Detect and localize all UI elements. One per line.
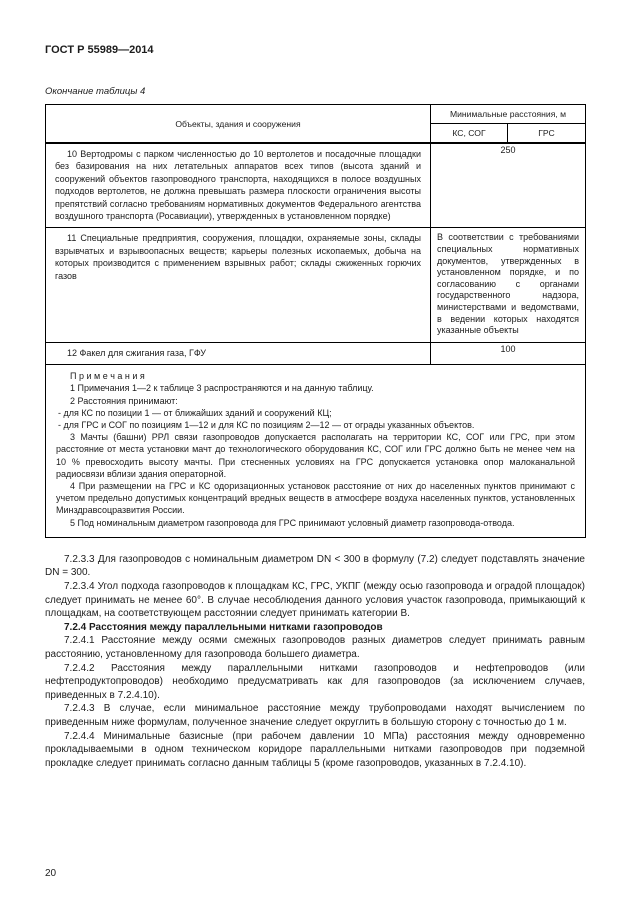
note-line: 2 Расстояния принимают: xyxy=(70,395,178,406)
paragraph-7234: 7.2.3.4 Угол подхода газопроводов к площадкам КС, ГРС, УКПГ (между осью газопровода и оградой площадок) следует принимать не менее 60°. В случае несоблюдения данного условия участок газопровода, примыкающий к площадкам, на соответствующем расстоянии следует принимать категории В. xyxy=(45,581,585,620)
table-header-objects: Объекты, здания и сооружения xyxy=(46,105,431,144)
table-row-10 xyxy=(46,143,586,228)
note-line: 1 Примечания 1—2 к таблице 3 распространяются и на данную таблицу. xyxy=(70,383,374,394)
table-subheader-grs: ГРС xyxy=(508,124,586,144)
value-cell: 250 xyxy=(431,143,586,228)
notes-title: П р и м е ч а н и я xyxy=(70,371,145,382)
table-notes-row xyxy=(46,365,586,538)
table-row-11 xyxy=(46,228,586,342)
note-line: - для ГРС и СОГ по позициям 1—12 и для КС по позициям 2—12 — от ограды указанных объектов. xyxy=(58,420,475,430)
paragraph-7243: 7.2.4.3 В случае, если минимальное расстояние между трубопроводами находят вычислением по приведенным ниже формулам, полученное значение следует округлить в большую сторону с точностью до 1 м. xyxy=(45,703,585,728)
notes-cell xyxy=(46,365,586,538)
gost-header: ГОСТ Р 55989—2014 xyxy=(45,44,154,56)
note-line: 5 Под номинальным диаметром газопровода для ГРС принимают условный диаметр газопровода-отвода. xyxy=(70,517,515,528)
value-cell: В соответствии с требованиями специальных нормативных документов, утвержденных в установленном порядке, и по согласованию с органами государственного надзора, министерствами и ведомствами, в ведении которых находятся указанные объекты xyxy=(431,228,586,342)
paragraph-7233: 7.2.3.3 Для газопроводов с номинальным диаметром DN < 300 в формулу (7.2) следует подставлять значение DN = 300. xyxy=(45,553,585,579)
page-number: 20 xyxy=(45,868,57,879)
table-header-distances: Минимальные расстояния, м xyxy=(431,105,586,124)
paragraph-7241: 7.2.4.1 Расстояние между осями смежных газопроводов разных диаметров следует принимать равным расстоянию, установленному для газопровода большего диаметра. xyxy=(45,635,585,660)
note-line: - для КС по позиции 1 — от ближайших зданий и сооружений КЦ; xyxy=(58,407,332,418)
table-row-12 xyxy=(46,342,586,364)
heading-724: 7.2.4 Расстояния между параллельными нитками газопроводов xyxy=(64,621,383,633)
table-subheader-ks-sog: КС, СОГ xyxy=(431,124,508,144)
value-cell: 100 xyxy=(431,342,586,364)
distances-table xyxy=(45,104,586,538)
object-cell: 11 Специальные предприятия, сооружения, площадки, охраняемые зоны, склады взрывчатых и взрывоопасных веществ; карьеры полезных ископаемых, добыча на которых производится с применением взрывных работ; склады сжиженных горючих газов xyxy=(46,228,431,342)
paragraph-7242: 7.2.4.2 Расстояния между параллельными нитками газопроводов и нефтепроводов (или нефтепродуктопроводов) необходимо предусматривать как для газопроводов (за исключением случаев, приведенных в 7.2.4.10). xyxy=(45,662,585,701)
body-text xyxy=(45,553,585,771)
note-line: 3 Мачты (башни) РРЛ связи газопроводов допускается располагать на территории КС, СОГ или ГРС, при этом расстояние от места установки мачт до технологического оборудования КС, СОГ или ГРС должно быть не менее чем на 10 % превосходить высоту мачты. При стесненных условиях на ГРС допускается установка опор малоканальной радиосвязи вблизи здания операторной. xyxy=(56,432,575,479)
note-line: 4 При размещении на ГРС и КС одоризационных установок расстояние от них до населенных пунктов принимают с учетом предельно допустимых концентраций вредных веществ в атмосфере воздуха населенных пунктов, установленных Минздравсоцразвития России. xyxy=(56,481,575,516)
object-cell: 10 Вертодромы с парком численностью до 10 вертолетов и посадочные площадки без базирования на них летательных аппаратов всех типов (высота зданий и сооружений объектов газопроводного транспорта, находящихся в полосе воздушных подходов вертолетов, не должна превышать размера плоскости ограничения высоты препятствий согласно требованиям нормативных документов Федерального агентства воздушного транспорта (Росавиации), утвержденных в установленном порядке) xyxy=(46,143,431,228)
table-caption: Окончание таблицы 4 xyxy=(45,86,146,97)
paragraph-7244: 7.2.4.4 Минимальные базисные (при рабочем давлении 10 МПа) расстояния между одновременно прокладываемыми в одном техническом коридоре параллельными нитками газопроводов при подземной прокладке следует принимать согласно данным таблицы 5 (кроме газопроводов, указанных в 7.2.4.10). xyxy=(45,730,585,769)
object-cell: 12 Факел для сжигания газа, ГФУ xyxy=(46,342,431,364)
